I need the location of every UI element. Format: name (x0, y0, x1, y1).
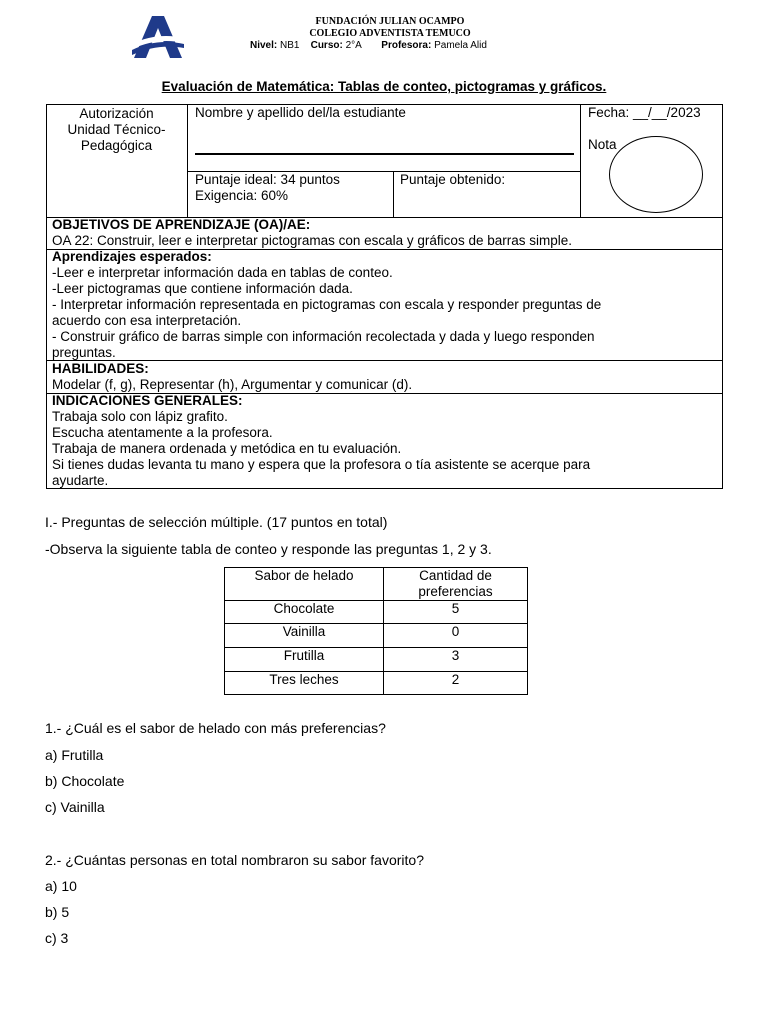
instructions-title: INDICACIONES GENERALES: (52, 393, 243, 408)
table-row (225, 648, 528, 672)
tally-flavor: Frutilla (225, 648, 384, 672)
question-1-option[interactable]: b) Chocolate (45, 773, 125, 789)
question-1-option[interactable]: c) Vainilla (45, 799, 105, 815)
instruction-line: Escucha atentamente a la profesora. (52, 425, 273, 440)
tally-header-count: Cantidad de preferencias (384, 568, 528, 601)
question-2-option[interactable]: a) 10 (45, 878, 77, 894)
table-row (225, 624, 528, 648)
school-logo-icon (130, 14, 186, 60)
class-info: Nivel: NB1 Curso: 2°A Profesora: Pamela Alid (250, 40, 487, 51)
tally-count: 0 (384, 624, 528, 648)
grade-circle[interactable] (609, 136, 703, 213)
instruction-line: ayudarte. (52, 473, 109, 488)
expected-line: -Leer pictogramas que contiene información dada. (52, 281, 353, 296)
expected-line: preguntas. (52, 345, 116, 360)
expected-title: Aprendizajes esperados: (52, 249, 212, 264)
skills-title: HABILIDADES: (52, 361, 149, 376)
grade-label: Nota (588, 137, 617, 152)
tally-count: 2 (384, 672, 528, 695)
student-name-label: Nombre y apellido del/la estudiante (195, 105, 406, 120)
ideal-score: Puntaje ideal: 34 puntos (195, 172, 340, 187)
tally-flavor: Chocolate (225, 601, 384, 624)
skills-text: Modelar (f, g), Representar (h), Argumentar y comunicar (d). (52, 377, 413, 392)
tally-header-flavor: Sabor de helado (225, 568, 384, 601)
requirement: Exigencia: 60% (195, 188, 289, 203)
part1-instruction: -Observa la siguiente tabla de conteo y responde las preguntas 1, 2 y 3. (45, 541, 492, 557)
table-row (225, 601, 528, 624)
foundation-name: FUNDACIÓN JULIAN OCAMPO (315, 16, 465, 27)
expected-line: -Leer e interpretar información dada en tablas de conteo. (52, 265, 393, 280)
tally-flavor: Tres leches (225, 672, 384, 695)
instruction-line: Trabaja de manera ordenada y metódica en tu evaluación. (52, 441, 402, 456)
expected-line: - Interpretar información representada en pictogramas con escala y responder preguntas de (52, 297, 602, 312)
student-name-line[interactable] (195, 153, 574, 155)
obtained-score-label: Puntaje obtenido: (400, 172, 506, 187)
instruction-line: Trabaja solo con lápiz grafito. (52, 409, 228, 424)
question-1-option[interactable]: a) Frutilla (45, 747, 104, 763)
question-1: 1.- ¿Cuál es el sabor de helado con más preferencias? (45, 720, 386, 736)
tally-count: 3 (384, 648, 528, 672)
authorization-line-3: Pedagógica (80, 138, 153, 153)
question-2-option[interactable]: b) 5 (45, 904, 70, 920)
date-label: Fecha: __/__/2023 (588, 105, 701, 120)
authorization-line-2: Unidad Técnico- (67, 122, 166, 137)
expected-line: acuerdo con esa interpretación. (52, 313, 242, 328)
school-name: COLEGIO ADVENTISTA TEMUCO (309, 28, 471, 39)
table-row (225, 672, 528, 695)
part1-heading: I.- Preguntas de selección múltiple. (17 puntos en total) (45, 514, 388, 530)
objectives-text: OA 22: Construir, leer e interpretar pictogramas con escala y gráficos de barras simple. (52, 233, 572, 248)
expected-line: - Construir gráfico de barras simple con información recolectada y dada y luego responden (52, 329, 595, 344)
authorization-line-1: Autorización (79, 106, 154, 121)
instruction-line: Si tienes dudas levanta tu mano y espera que la profesora o tía asistente se acerque para (52, 457, 591, 472)
tally-flavor: Vainilla (225, 624, 384, 648)
objectives-title: OBJETIVOS DE APRENDIZAJE (OA)/AE: (52, 217, 311, 232)
tally-count: 5 (384, 601, 528, 624)
page-title: Evaluación de Matemática: Tablas de conteo, pictogramas y gráficos. (161, 79, 607, 94)
question-2: 2.- ¿Cuántas personas en total nombraron su sabor favorito? (45, 852, 424, 868)
tally-table (224, 567, 528, 695)
question-2-option[interactable]: c) 3 (45, 930, 69, 946)
